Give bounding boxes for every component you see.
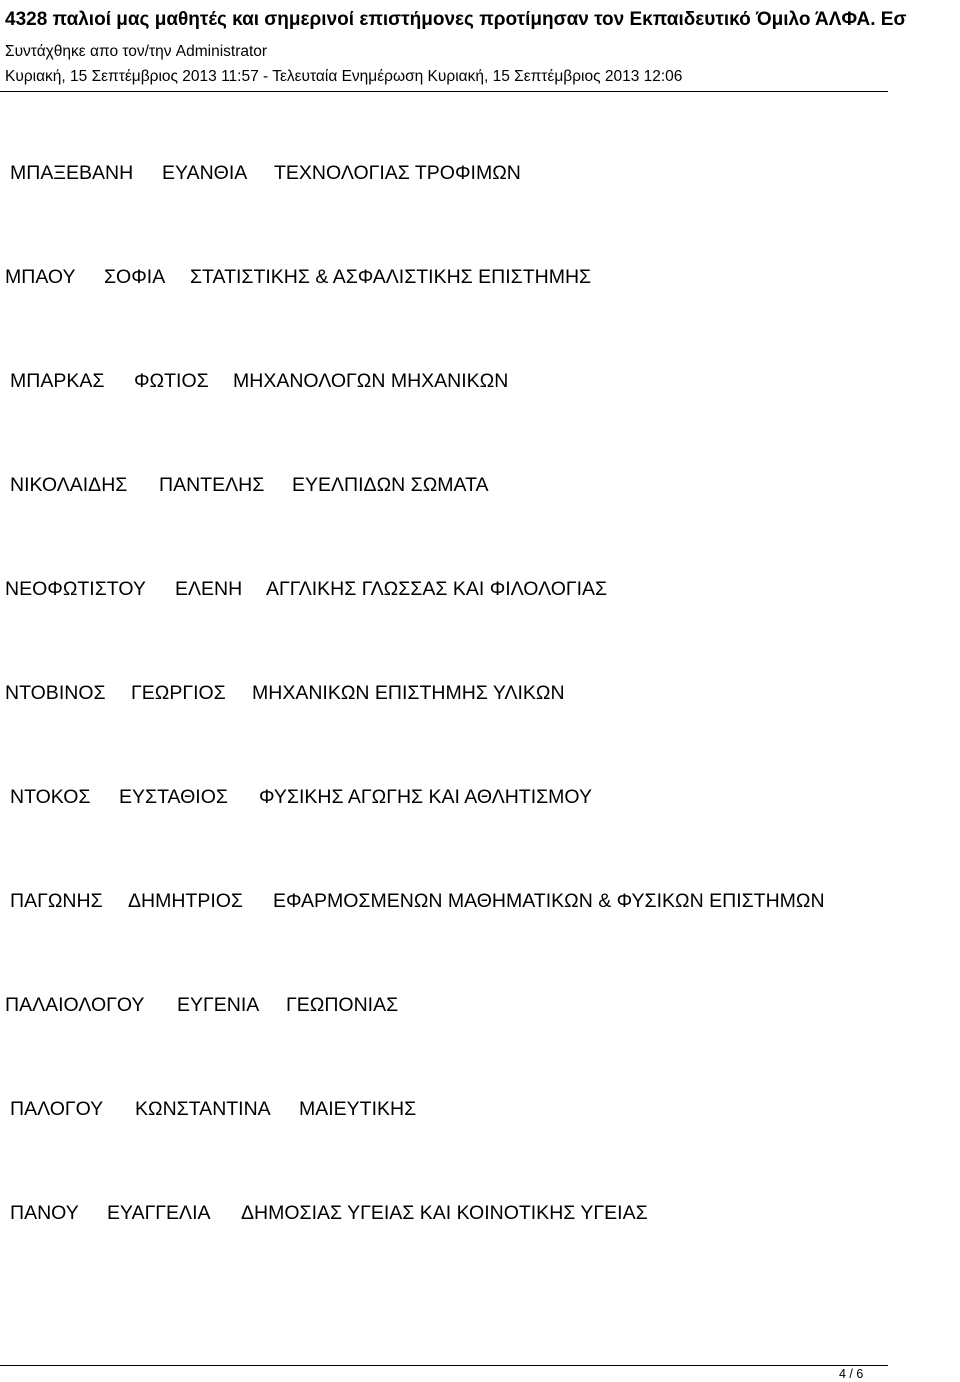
student-surname: ΠΑΓΩΝΗΣ xyxy=(10,890,103,912)
student-name: ΕΥΓΕΝΙΑ xyxy=(177,994,260,1016)
student-name: ΕΥΣΤΑΘΙΟΣ xyxy=(119,786,228,808)
student-department: ΜΗΧΑΝΙΚΩΝ ΕΠΙΣΤΗΜΗΣ ΥΛΙΚΩΝ xyxy=(252,682,565,704)
student-name: ΣΟΦΙΑ xyxy=(104,266,166,288)
student-department: ΕΦΑΡΜΟΣΜΕΝΩΝ ΜΑΘΗΜΑΤΙΚΩΝ & ΦΥΣΙΚΩΝ ΕΠΙΣΤΗΜΩΝ xyxy=(273,890,825,912)
student-surname: ΝΤΟΒΙΝΟΣ xyxy=(5,682,106,704)
student-department: ΓΕΩΠΟΝΙΑΣ xyxy=(286,994,399,1016)
student-name: ΦΩΤΙΟΣ xyxy=(134,370,209,392)
student-surname: ΝΙΚΟΛΑΙΔΗΣ xyxy=(10,474,128,496)
student-surname: ΠΑΝΟΥ xyxy=(10,1202,79,1224)
student-department: ΦΥΣΙΚΗΣ ΑΓΩΓΗΣ ΚΑΙ ΑΘΛΗΤΙΣΜΟΥ xyxy=(259,786,592,808)
student-surname: ΠΑΛΑΙΟΛΟΓΟΥ xyxy=(5,994,145,1016)
student-surname: ΝΕΟΦΩΤΙΣΤΟΥ xyxy=(5,578,146,600)
student-name: ΕΥΑΝΘΙΑ xyxy=(162,162,248,184)
student-name: ΔΗΜΗΤΡΙΟΣ xyxy=(128,890,243,912)
student-surname: ΜΠΑΡΚΑΣ xyxy=(10,370,105,392)
student-department: ΜΗΧΑΝΟΛΟΓΩΝ ΜΗΧΑΝΙΚΩΝ xyxy=(233,370,509,392)
student-name: ΚΩΝΣΤΑΝΤΙΝΑ xyxy=(135,1098,271,1120)
article-header xyxy=(0,0,960,96)
student-name: ΓΕΩΡΓΙΟΣ xyxy=(131,682,226,704)
student-department: ΣΤΑΤΙΣΤΙΚΗΣ & ΑΣΦΑΛΙΣΤΙΚΗΣ ΕΠΙΣΤΗΜΗΣ xyxy=(190,266,592,288)
article-dates: Κυριακή, 15 Σεπτέμβριος 2013 11:57 - Τελευταία Ενημέρωση Κυριακή, 15 Σεπτέμβριος 2013 12:06 xyxy=(5,68,683,85)
article-title: 4328 παλιοί μας μαθητές και σημερινοί επιστήμονες προτίμησαν τον Εκπαιδευτικό Όμιλο ΆΛΦΑ. Εσ xyxy=(5,9,907,30)
student-surname: ΜΠΑΟΥ xyxy=(5,266,76,288)
article-author: Συντάχθηκε απο τον/την Administrator xyxy=(5,43,268,60)
student-name: ΕΥΑΓΓΕΛΙΑ xyxy=(107,1202,211,1224)
student-surname: ΜΠΑΞΕΒΑΝΗ xyxy=(10,162,134,184)
student-surname: ΠΑΛΟΓΟΥ xyxy=(10,1098,104,1120)
student-department: ΑΓΓΛΙΚΗΣ ΓΛΩΣΣΑΣ ΚΑΙ ΦΙΛΟΛΟΓΙΑΣ xyxy=(266,578,608,600)
student-department: ΕΥΕΛΠΙΔΩΝ ΣΩΜΑΤΑ xyxy=(292,474,489,496)
student-name: ΠΑΝΤΕΛΗΣ xyxy=(159,474,265,496)
student-department: ΤΕΧΝΟΛΟΓΙΑΣ ΤΡΟΦΙΜΩΝ xyxy=(274,162,521,184)
student-surname: ΝΤΟΚΟΣ xyxy=(10,786,91,808)
student-name: ΕΛΕΝΗ xyxy=(175,578,243,600)
page-number: 4 / 6 xyxy=(839,1367,864,1381)
footer-divider xyxy=(0,1365,888,1366)
header-divider xyxy=(0,91,888,92)
student-department: ΜΑΙΕΥΤΙΚΗΣ xyxy=(299,1098,417,1120)
student-department: ΔΗΜΟΣΙΑΣ ΥΓΕΙΑΣ ΚΑΙ ΚΟΙΝΟΤΙΚΗΣ ΥΓΕΙΑΣ xyxy=(241,1202,648,1224)
